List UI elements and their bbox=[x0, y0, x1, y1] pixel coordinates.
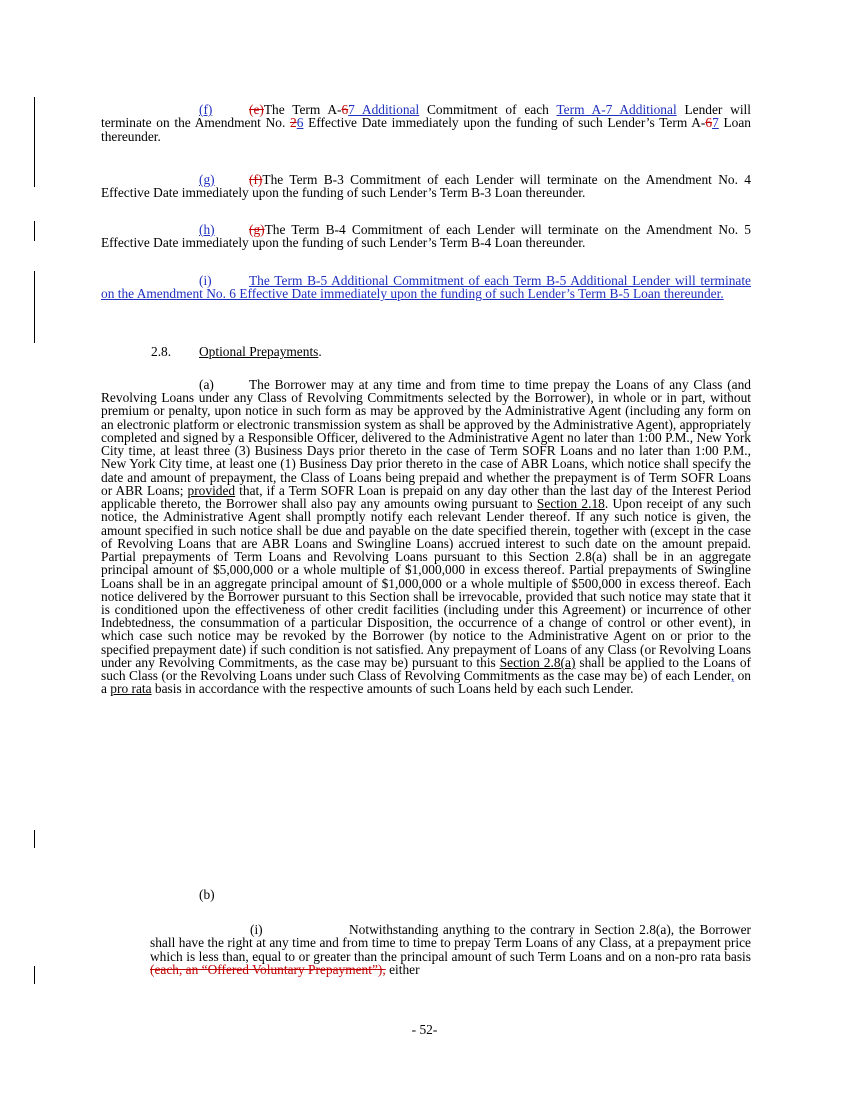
section-title: Optional Prepayments bbox=[199, 344, 319, 359]
clause-label-new: (i) bbox=[199, 273, 212, 288]
clause-label: (a) bbox=[199, 377, 214, 392]
clause-h: (h) (g)The Term B-4 Commitment of each Lender will terminate on the Amendment No. 5 Effective Date immediately upon the funding of such Lender’s Term B-4 Loan thereunder. bbox=[101, 222, 751, 251]
clause-label-deleted: (f) bbox=[249, 172, 263, 187]
clause-label: (i) bbox=[250, 922, 263, 937]
clause-i: (i) The Term B-5 Additional Commitment of each Term B-5 Additional Lender will terminate on the Amendment No. 6 Effective Date immediately upon the funding of such Lender’s Term B-5 Loan thereunder. bbox=[101, 273, 751, 302]
change-bar bbox=[34, 271, 35, 343]
page-number: - 52- bbox=[411, 1022, 438, 1037]
clause-label-new: (h) bbox=[199, 222, 215, 237]
deleted-text: (each, an “Offered Voluntary Prepayment”), bbox=[150, 961, 386, 977]
change-bar bbox=[34, 221, 35, 241]
section-heading: 2.8. Optional Prepayments. bbox=[151, 344, 322, 359]
change-bar bbox=[34, 830, 35, 848]
clause-label-deleted: (g) bbox=[249, 222, 265, 237]
change-bar bbox=[34, 966, 35, 984]
clause-label-deleted: (e) bbox=[249, 102, 264, 117]
clause-f: (f) (e)The Term A-67 Additional Commitment of each Term A-7 Additional Lender will terminate on the Amendment No. 26 Effective Date immediately upon the funding of such Lender’s Term A-67 Loan thereunder. bbox=[101, 102, 751, 144]
section-number: 2.8. bbox=[151, 344, 172, 359]
clause-b-label: (b) bbox=[199, 887, 215, 902]
clause-a: (a) The Borrower may at any time and from time to time prepay the Loans of any Class (and Revolving Loans under any Class of Revolving Commitments selected by the Borrower), in whole or in part, without premium or penalty, upon notice in such form as may be approved by the Administrative Agent (including any form on an electronic platform or electronic transmission system as shall be approved by the Administrative Agent), appropriately completed and signed by a Responsible Officer, delivered to the Administrative Agent no later than 1:00 P.M., New York City time, at least three (3) Business Days prior thereto in the case of Term SOFR Loans and no later than 1:00 P.M., New York City time, at least one (1) Business Day prior thereto in the case of ABR Loans, which notice shall specify the date and amount of prepayment, the Class of Loans being prepaid and whether the prepayment is of Term SOFR Loans or ABR Loans; provided that, if a Term SOFR Loan is prepaid on any day other than the last day of the Interest Period applicable thereto, the Borrower shall also pay any amounts owing pursuant to Section 2.18. Upon receipt of any such notice, the Administrative Agent shall promptly notify each relevant Lender thereof. If any such notice is given, the amount specified in such notice shall be due and payable on the date specified therein, together with (except in the case of Revolving Loans that are ABR Loans and Swingline Loans) accrued interest to such date on the amount prepaid. Partial prepayments of Term Loans and Revolving Loans pursuant to this Section 2.8(a) shall be in an aggregate principal amount of $5,000,000 or a whole multiple of $1,000,000 in excess thereof. Partial prepayments of Swingline Loans shall be in an aggregate principal amount of $1,000,000 or a whole multiple of $500,000 in excess thereof. Each notice delivered by the Borrower pursuant to this Section shall be irrevocable, provided that such notice may state that it is conditioned upon the effectiveness of other credit facilities (including under this Agreement) or incurrence of other Indebtedness, the consummation of a particular Disposition, the occurrence of a change of control or other event), in which case such notice may be revoked by the Borrower (by notice to the Administrative Agent on or prior to the specified prepayment date) if such condition is not satisfied. Any prepayment of Loans of any Class (or Revolving Loans under any Revolving Commitments, as the case may be) pursuant to this Section 2.8(a) shall be applied to the Loans of such Class (or the Revolving Loans under such Class of Revolving Commitments as the case may be) of each Lender, on a pro rata basis in accordance with the respective amounts of such Loans held by each such Lender. bbox=[101, 377, 752, 697]
change-bar bbox=[34, 97, 35, 187]
clause-label-new: (f) bbox=[199, 102, 213, 117]
clause-b-i: (i) Notwithstanding anything to the contrary in Section 2.8(a), the Borrower shall have the right at any time and from time to time to prepay Term Loans of any Class, at a prepayment price which is less than, equal to or greater than the principal amount of such Term Loans and on a non-pro rata basis (each, an “Offered Voluntary Prepayment”), either bbox=[150, 922, 751, 977]
clause-label-new: (g) bbox=[199, 172, 215, 187]
section-reference: Section 2.8(a) bbox=[499, 654, 576, 670]
clause-g: (g) (f)The Term B-3 Commitment of each Lender will terminate on the Amendment No. 4 Effective Date immediately upon the funding of such Lender’s Term B-3 Loan thereunder. bbox=[101, 172, 751, 201]
section-reference: Section 2.18 bbox=[536, 496, 605, 512]
